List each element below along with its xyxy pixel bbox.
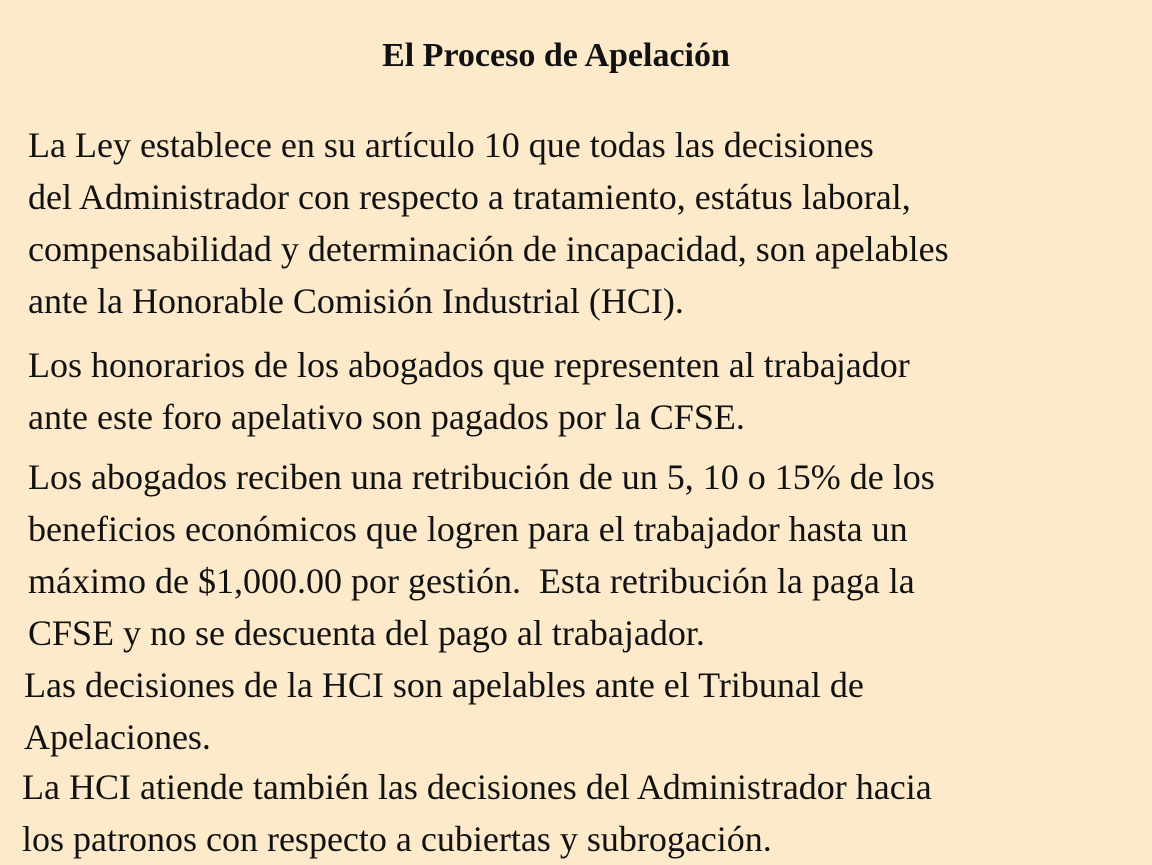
paragraph-attorney-fees: Los honorarios de los abogados que representen al trabajador ante este foro apelativo son pagados por la CFSE. [28,345,910,437]
slide-title: El Proceso de Apelación [382,37,730,74]
paragraph-hci-appeals: Las decisiones de la HCI son apelables ante el Tribunal de Apelaciones. [24,665,864,757]
paragraph-attorney-compensation: Los abogados reciben una retribución de un 5, 10 o 15% de los beneficios económicos que logren para el trabajador hasta un máximo de $1,000.00 por gestión. Esta retribución la paga la CFSE y no se descuenta del pago al trabajador. [28,457,935,653]
paragraph-employer-decisions: La HCI atiende también las decisiones del Administrador hacia los patronos con respecto a cubiertas y subrogación. [22,767,932,859]
paragraph-appeal-rights: La Ley establece en su artículo 10 que todas las decisiones del Administrador con respecto a tratamiento, estátus laboral, compensabilidad y determinación de incapacidad, son apelables ante la Honorable Comisión Industrial (HCI). [28,125,949,321]
